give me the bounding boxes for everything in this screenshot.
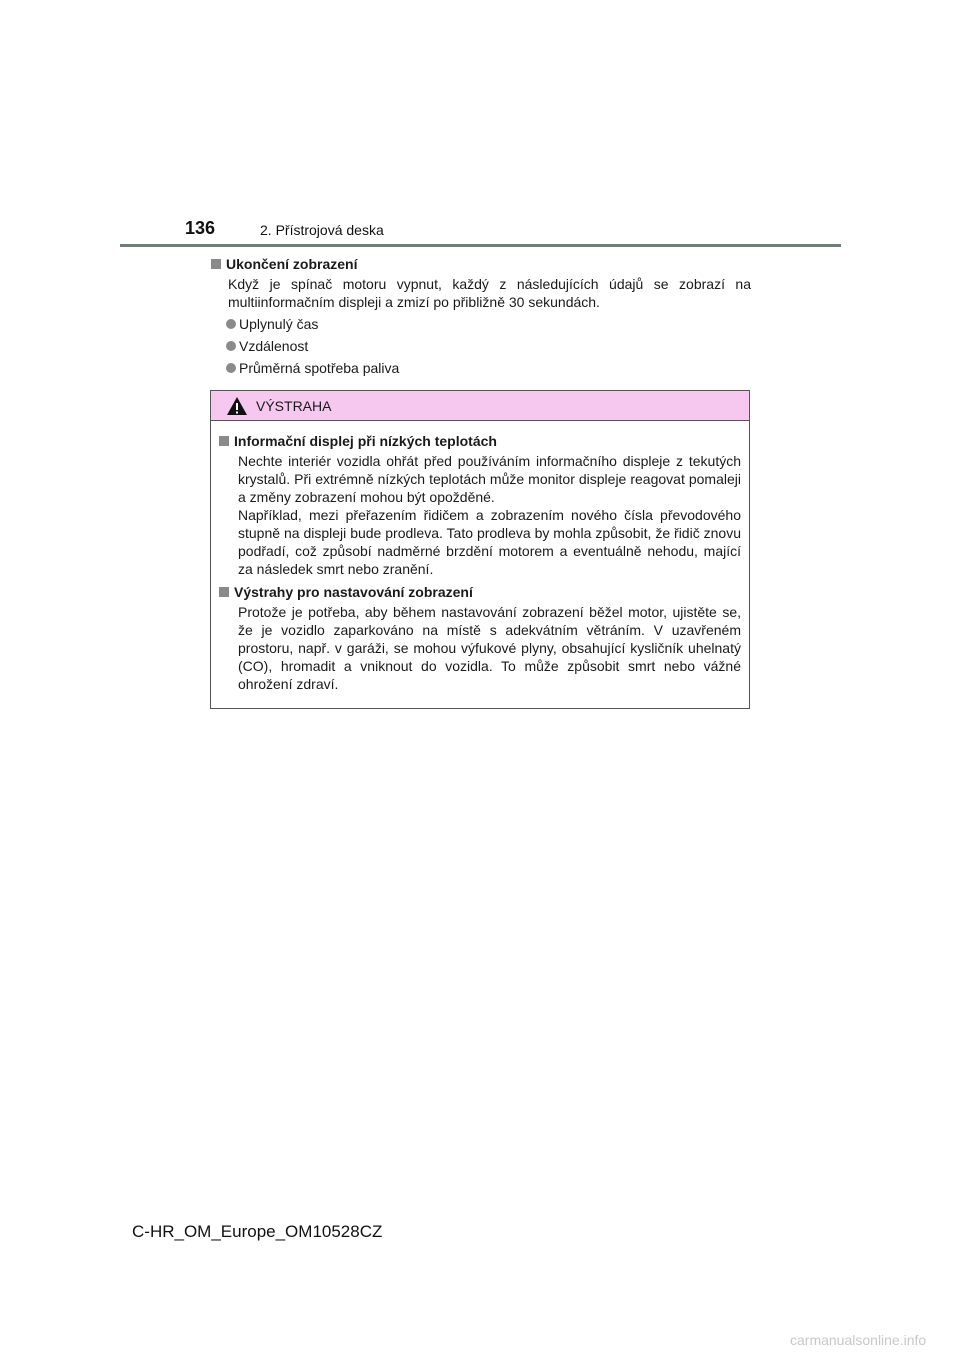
warning-header [211,391,749,421]
list-item [226,337,751,355]
warning-block-heading-text: Informační displej při nízkých teplotách [234,433,497,449]
square-bullet-icon [219,587,229,597]
list-item-text: Vzdálenost [239,338,309,354]
circle-bullet-icon [226,319,236,329]
warning-triangle-icon [226,396,248,416]
warning-title: VÝSTRAHA [256,397,332,414]
warning-block-heading-text: Výstrahy pro nastavování zobrazení [234,584,473,600]
warning-paragraph: Protože je potřeba, aby během nastavování zobrazení běžel motor, ujistěte se, že je vozidlo zaparkováno na místě s adekvátním větráním. V uzavřeném prostoru, např. v garáži, se mohou výfukové plyny, obsahující kysličník uhelnatý (CO), hromadit a vniknout do vozidla. To může způsobit smrt nebo vážné ohrožení zdraví. [238,604,741,692]
section-heading-text: Ukončení zobrazení [226,256,358,272]
chapter-title: 2. Přístrojová deska [260,222,384,238]
square-bullet-icon [219,436,229,446]
section-paragraph: Když je spínač motoru vypnut, každý z následujících údajů se zobrazí na multiinformačním displeji a zmizí po přibližně 30 sekundách. [228,276,751,310]
watermark: carmanualsonline.info [790,1332,927,1348]
footer-code: C-HR_OM_Europe_OM10528CZ [132,1222,383,1241]
section-heading [211,255,751,273]
warning-block-heading [219,432,741,450]
header-rule [120,244,841,247]
circle-bullet-icon [226,341,236,351]
list-item [226,315,751,333]
warning-paragraph-text: Nechte interiér vozidla ohřát před používáním informačního displeje z tekutých krystalů. Při extrémně nízkých teplotách může monitor displeje reagovat pomaleji a změny zobrazení mohou být opožděné. [238,453,741,505]
warning-body [211,421,749,693]
section-ending-display [211,255,751,377]
list-item-text: Uplynulý čas [239,316,319,332]
list-item-text: Průměrná spotřeba paliva [239,360,400,376]
warning-block-heading [219,583,741,601]
square-bullet-icon [211,259,221,269]
warning-paragraph [238,452,741,578]
warning-box [210,390,750,709]
page-number: 136 [185,218,216,238]
list-item [226,359,751,377]
circle-bullet-icon [226,363,236,373]
warning-paragraph-text: Například, mezi přeřazením řidičem a zobrazením nového čísla převodového stupně na displeji bude prodleva. Tato prodleva by mohla způsobit, že řidič znovu podřadí, což způsobí nadměrné brzdění motorem a eventuálně nehodu, mající za následek smrt nebo zranění. [238,507,741,577]
